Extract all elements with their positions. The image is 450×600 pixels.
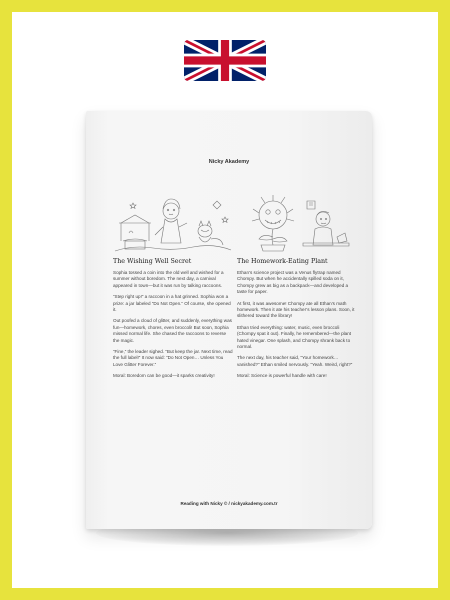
story-paragraph: Ethan’s science project was a Venus flytrap named Chompy. But when he accidentally spilled soda on it, Chompy grew as big as a backpack—and developed a taste for paper. bbox=[237, 270, 349, 295]
story-paragraph: Out poofed a cloud of glitter, and suddenly, everything was fun—homework, chores, even broccoli! But soon, Sophia missed normal life. She chased the raccoons to reverse the magic. bbox=[113, 318, 232, 343]
document-header: Nicky Akademy bbox=[208, 159, 250, 165]
story-paragraph: Ethan tried everything: water, music, even broccoli (Chompy spat it out). Finally, he remembered—the plant hated vinegar. One splash, and Chompy shrank back to normal. bbox=[237, 324, 352, 350]
story-paragraph: “Step right up!” a raccoon in a hat grinned. Sophia won a prize: a jar labeled “Do Not Open.” Of course, she opened it. bbox=[113, 294, 231, 313]
story-title: The Wishing Well Secret bbox=[113, 258, 192, 265]
document-footer: Reading with Nicky © / nickyakademy.com.tr bbox=[180, 501, 278, 506]
story-title: The Homework-Eating Plant bbox=[237, 258, 328, 265]
uk-flag-icon bbox=[184, 40, 266, 81]
story-moral: Moral: Science is powerful handle with care! bbox=[237, 373, 327, 379]
worksheet-paper bbox=[86, 111, 372, 529]
story-column-right bbox=[237, 258, 357, 385]
story-paragraph: The next day, his teacher said, “Your homework… vanished?” Ethan smiled nervously. “Yeah. Weird, right?” bbox=[237, 355, 353, 367]
story-column-left bbox=[113, 258, 233, 385]
story-paragraph: Sophia tossed a coin into the old well and wished for a summer without boredom. The next day, a carnival appeared in town—but it was run by talking raccoons. bbox=[113, 270, 224, 288]
story-paragraph: At first, it was awesome! Chompy ate all Ethan’s math homework. Then it ate his teacher’s lesson plans. Soon, it slithered toward the library! bbox=[237, 300, 355, 319]
wishing-well-illustration bbox=[113, 193, 233, 253]
story-moral: Moral: Boredom can be good—it sparks creativity! bbox=[113, 373, 215, 379]
story-paragraph: “Fine,” the leader sighed. “But keep the jar. Next time, read the full label!” It now said: “Do Not Open… Unless You Love Glitter Forever.” bbox=[113, 349, 233, 367]
flytrap-illustration bbox=[237, 193, 357, 253]
